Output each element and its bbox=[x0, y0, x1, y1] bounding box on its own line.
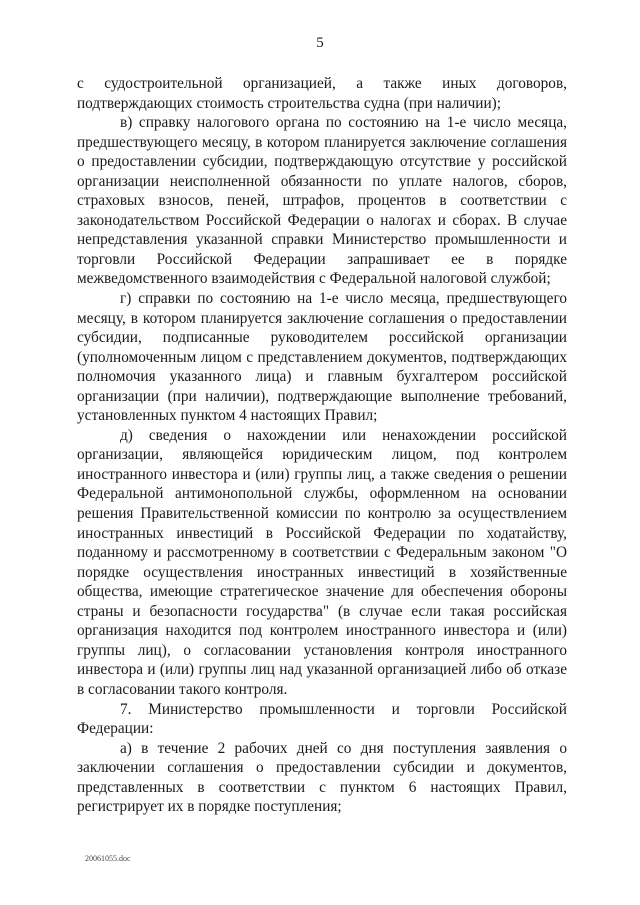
paragraph-item-v: в) справку налогового органа по состоянию на 1-е число месяца, предшествующего месяцу, в котором планируется заключение соглашения о предоставлении субсидии, подтверждающую отсутствие у российской организации неисполненной обязанности по уплате налогов, сборов, страховых взносов, пеней, штрафов, процентов в соответствии с законодательством Российской Федерации о налогах и сборах. В случае непредставления указанной справки Министерство промышленности и торговли Российской Федерации запрашивает ее в порядке межведомственного взаимодействия с Федеральной налоговой службой; bbox=[77, 114, 567, 288]
page-number: 5 bbox=[316, 35, 324, 51]
footer-filename: 20061055.doc bbox=[85, 854, 131, 863]
document-body bbox=[77, 74, 567, 817]
paragraph-item-a: а) в течение 2 рабочих дней со дня поступления заявления о заключении соглашения о предоставлении субсидии и документов, представленных в соответствии с пунктом 6 настоящих Правил, регистрирует их в порядке поступления; bbox=[77, 739, 567, 816]
paragraph-continuation: с судостроительной организацией, а также иных договоров, подтверждающих стоимость строительства судна (при наличии); bbox=[77, 75, 567, 112]
paragraph-section-7: 7. Министерство промышленности и торговли Российской Федерации: bbox=[77, 700, 567, 738]
paragraph-item-d: д) сведения о нахождении или ненахождении российской организации, являющейся юридическим лицом, под контролем иностранного инвестора и (или) группы лиц, а также сведения о решении Федеральной антимонопольной службы, оформленном на основании решения Правительственной комиссии по контролю за осуществлением иностранных инвестиций в Российской Федерации по ходатайству, поданному и рассмотренному в соответствии с Федеральным законом "О порядке осуществления иностранных инвестиций в хозяйственные общества, имеющие стратегическое значение для обеспечения обороны страны и безопасности государства" (в случае если такая российская организация находится под контролем иностранного инвестора и (или) группы лиц), о согласовании установления контроля иностранного инвестора и (или) группы лиц над указанной организацией либо об отказе в согласовании такого контроля. bbox=[77, 426, 567, 698]
paragraph-item-g: г) справки по состоянию на 1-е число месяца, предшествующего месяцу, в котором планируется заключение соглашения о предоставлении субсидии, подписанные руководителем российской организации (уполномоченным лицом с представлением документов, подтверждающих полномочия указанного лица) и главным бухгалтером российской организации (при наличии), подтверждающие выполнение требований, установленных пунктом 4 настоящих Правил; bbox=[77, 290, 567, 425]
